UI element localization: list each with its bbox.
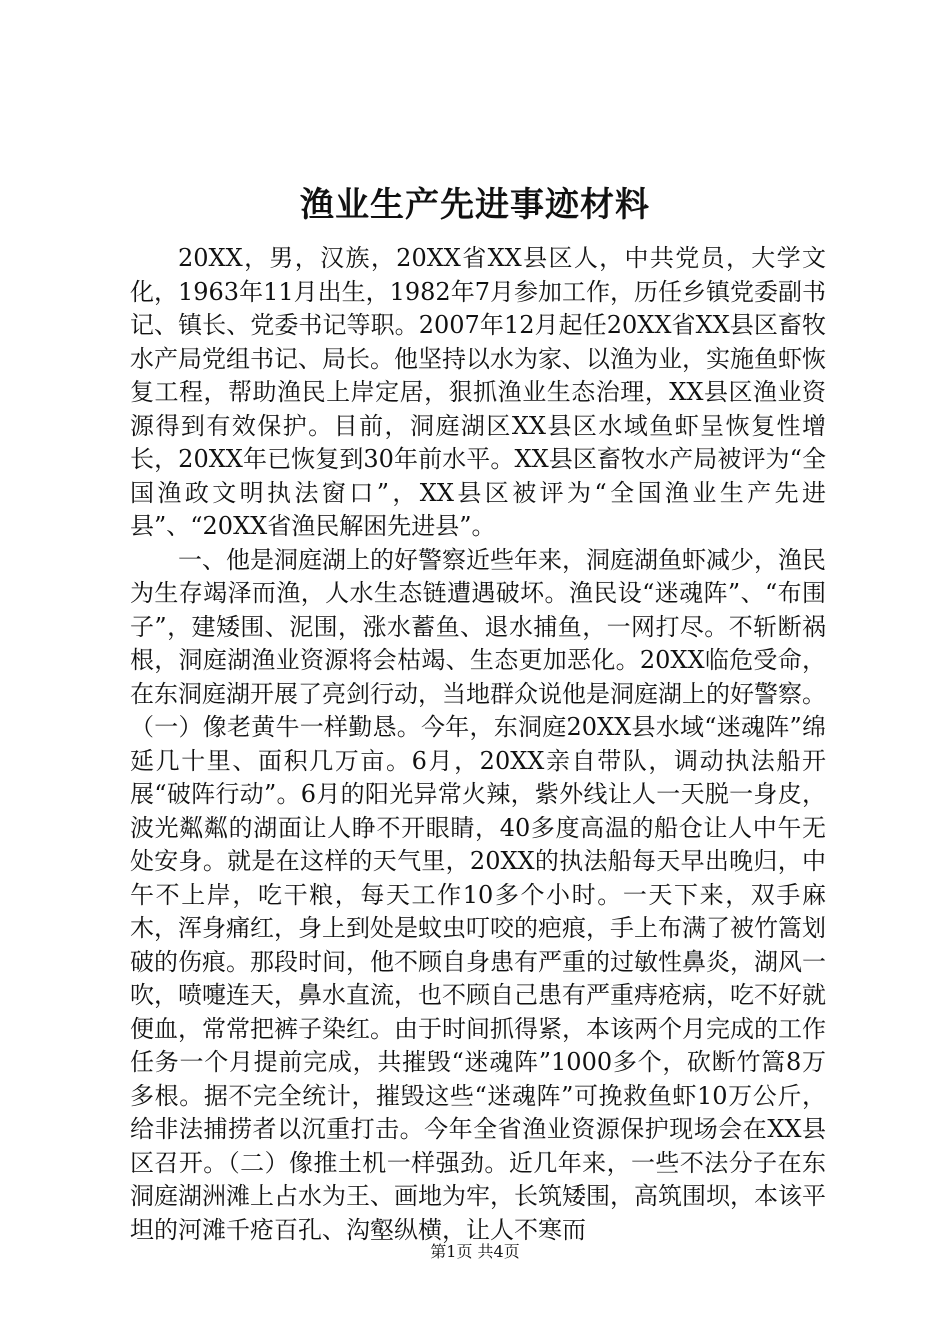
paragraph-intro: 20XX，男，汉族，20XX省XX县区人，中共党员，大学文化，1963年11月出生，1982年7月参加工作，历任乡镇党委副书记、镇长、党委书记等职。2007年12月起任20XX省XX县区畜牧水产局党组书记、局长。他坚持以水为家、以渔为业，实施鱼虾恢复工程，帮助渔民上岸定居，狠抓渔业生态治理，XX县区渔业资源得到有效保护。目前，洞庭湖区XX县区水域鱼虾呈恢复性增长，20XX年已恢复到30年前水平。XX县区畜牧水产局被评为“全国渔政文明执法窗口”，XX县区被评为“全国渔业生产先进县”、“20XX省渔民解困先进县”。 — [130, 244, 826, 540]
document-body — [130, 242, 826, 1247]
page-footer: 第1页 共4页 — [430, 1242, 520, 1261]
page-title: 渔业生产先进事迹材料 — [300, 185, 650, 225]
paragraph-section-one: 一、他是洞庭湖上的好警察近些年来，洞庭湖鱼虾减少，渔民为生存竭泽而渔，人水生态链遭遇破坏。渔民设“迷魂阵”、“布围子”，建矮围、泥围，涨水蓄鱼、退水捕鱼，一网打尽。不斩断祸根，洞庭湖渔业资源将会枯竭、生态更加恶化。20XX临危受命，在东洞庭湖开展了亮剑行动，当地群众说他是洞庭湖上的好警察。（一）像老黄牛一样勤恳。今年，东洞庭20XX县水域“迷魂阵”绵延几十里、面积几万亩。6月，20XX亲自带队，调动执法船开展“破阵行动”。6月的阳光异常火辣，紫外线让人一天脱一身皮，波光粼粼的湖面让人睁不开眼睛，40多度高温的船仓让人中午无处安身。就是在这样的天气里，20XX的执法船每天早出晚归，中午不上岸，吃干粮，每天工作10多个小时。一天下来，双手麻木，浑身痛红，身上到处是蚊虫叮咬的疤痕，手上布满了被竹篙划破的伤痕。那段时间，他不顾自身患有严重的过敏性鼻炎，湖风一吹，喷嚏连天，鼻水直流，也不顾自己患有严重痔疮病，吃不好就便血，常常把裤子染红。由于时间抓得紧，本该两个月完成的工作任务一个月提前完成，共摧毁“迷魂阵”1000多个，砍断竹篙8万多根。据不完全统计，摧毁这些“迷魂阵”可挽救鱼虾10万公斤，给非法捕捞者以沉重打击。今年全省渔业资源保护现场会在XX县区召开。（二）像推土机一样强劲。近几年来，一些不法分子在东洞庭湖洲滩上占水为王、画地为牢，长筑矮围，高筑围坝，本该平坦的河滩千疮百孔、沟壑纵横，让人不寒而 — [130, 545, 826, 1244]
